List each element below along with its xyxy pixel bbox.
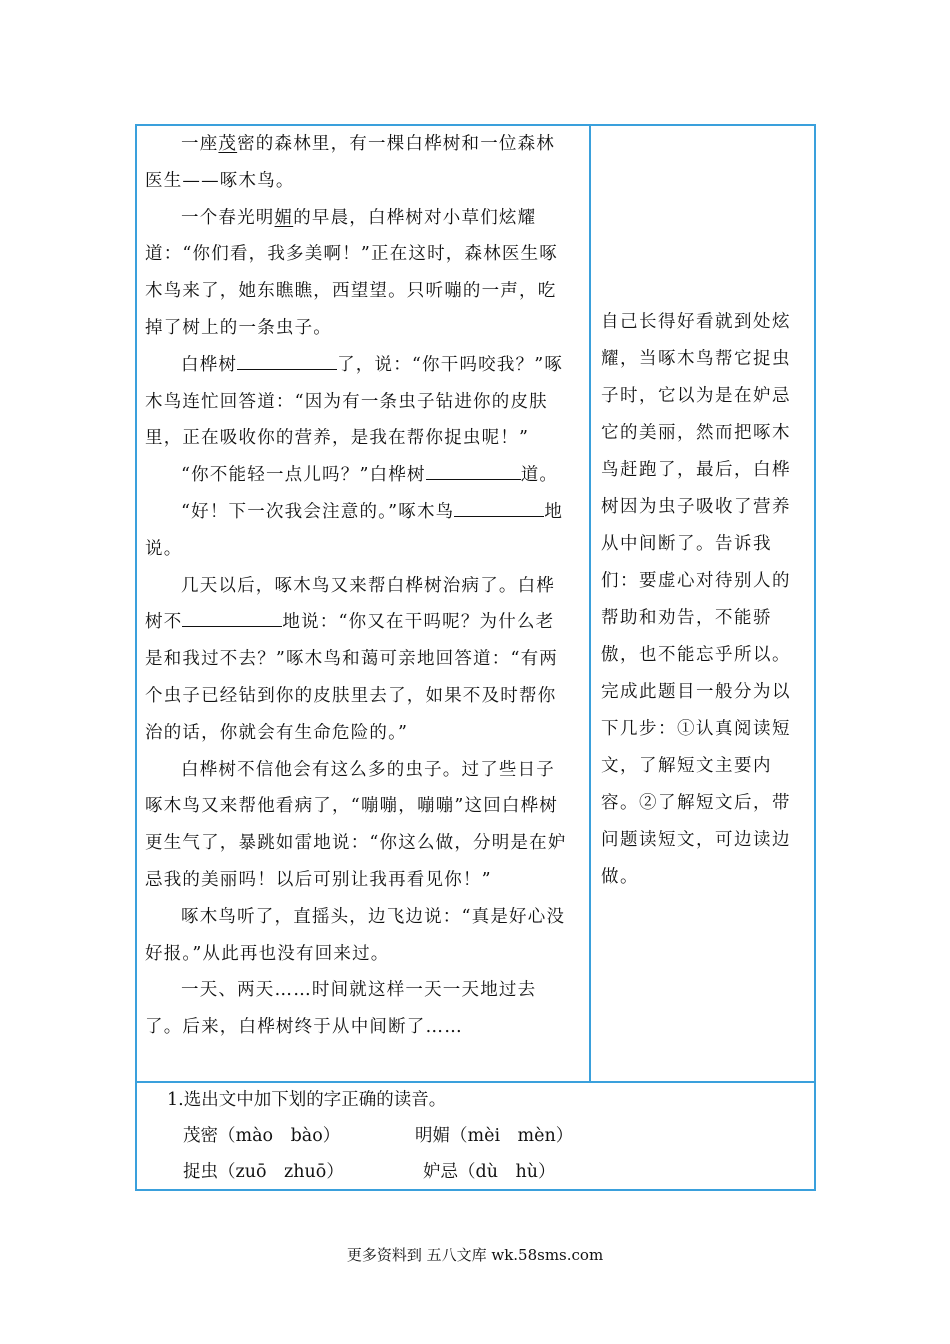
story-text: “好！下一次我会注意的。”啄木鸟	[181, 501, 455, 522]
question-options-row	[167, 1118, 787, 1154]
story-paragraph: 一天、两天……时间就这样一天一天地过去了。后来，白桦树终于从中间断了……	[145, 980, 537, 1038]
worksheet-table	[135, 124, 816, 1191]
story-paragraph	[145, 126, 570, 200]
story-text: 了，说：“你干吗咬我？”啄木鸟连忙回答道：“因为有一条虫子钻进你的皮肤里，正在吸收你的营养，是我在帮你捉虫呢！”	[145, 354, 564, 449]
story-paragraph: 白桦树不信他会有这么多的虫子。过了些日子啄木鸟又来帮他看病了，“嘣嘣，嘣嘣”这回白桦树更生气了，暴跳如雷地说：“你这么做，分明是在妒忌我的美丽吗！以后可别让我再看见你！”	[145, 759, 567, 890]
underlined-char: 茂	[218, 134, 238, 154]
fill-blank[interactable]	[237, 350, 337, 370]
story-text: 几天以后，啄木鸟又来帮白桦树治病了。白桦树不	[145, 575, 555, 633]
story-text: 白桦树	[181, 354, 238, 375]
fill-blank[interactable]	[454, 497, 544, 517]
fill-blank[interactable]	[426, 460, 521, 480]
story-paragraph	[145, 347, 570, 457]
question-option: 妒忌（dù hù）	[423, 1162, 556, 1182]
story-paragraph	[145, 568, 570, 752]
story-paragraph	[145, 494, 570, 568]
story-text: 的早晨，白桦树对小草们炫耀道：“你们看，我多美啊！”正在这时，森林医生啄木鸟来了，她东瞧瞧，西望望。只听嘣的一声，吃掉了树上的一条虫子。	[145, 207, 558, 338]
underlined-char: 媚	[274, 207, 294, 228]
story-text: 一个春光明	[181, 207, 275, 228]
question-option: 茂密（mào bào）	[183, 1126, 341, 1146]
story-passage	[145, 126, 570, 1046]
story-text: 地说。	[145, 501, 564, 559]
question-title-row	[167, 1082, 787, 1118]
story-paragraph: 啄木鸟听了，直摇头，边飞边说：“真是好心没好报。”从此再也没有回来过。	[145, 906, 566, 964]
fill-blank[interactable]	[182, 607, 282, 627]
story-text: 密的森林里，有一棵白桦树和一位森林医生——啄木鸟。	[145, 134, 556, 191]
question-option: 明媚（mèi mèn）	[415, 1126, 574, 1146]
story-text: 地说：“你又在干吗呢？为什么老是和我过不去？”啄木鸟和蔼可亲地回答道：“有两个虫子已经钻到你的皮肤里去了，如果不及时帮你治的话，你就会有生命危险的。”	[145, 612, 558, 743]
story-text: 道。	[520, 465, 559, 486]
story-paragraph	[145, 457, 570, 494]
footer-text: 更多资料到 五八文库 wk.58sms.com	[346, 1246, 604, 1264]
question-option: 捉虫（zuō zhuō）	[183, 1162, 344, 1182]
question-options-row	[167, 1154, 787, 1190]
story-paragraph	[145, 200, 570, 347]
column-divider	[589, 126, 591, 1081]
question-title: 1.选出文中加下划的字正确的读音。	[167, 1090, 447, 1110]
story-text: 一座	[181, 134, 219, 154]
analysis-text: 自己长得好看就到处炫耀，当啄木鸟帮它捉虫子时，它以为是在妒忌它的美丽，然而把啄木鸟赶跑了，最后，白桦树因为虫子吸收了营养从中间断了。告诉我们：要虚心对待别人的帮助和劝告，不能骄傲，也不能忘乎所以。完成此题目一般分为以下几步：①认真阅读短文，了解短文主要内容。②了解短文后，带问题读短文，可边读边做。	[601, 312, 791, 887]
question-block	[167, 1082, 787, 1190]
story-text: “你不能轻一点儿吗？”白桦树	[181, 465, 426, 486]
